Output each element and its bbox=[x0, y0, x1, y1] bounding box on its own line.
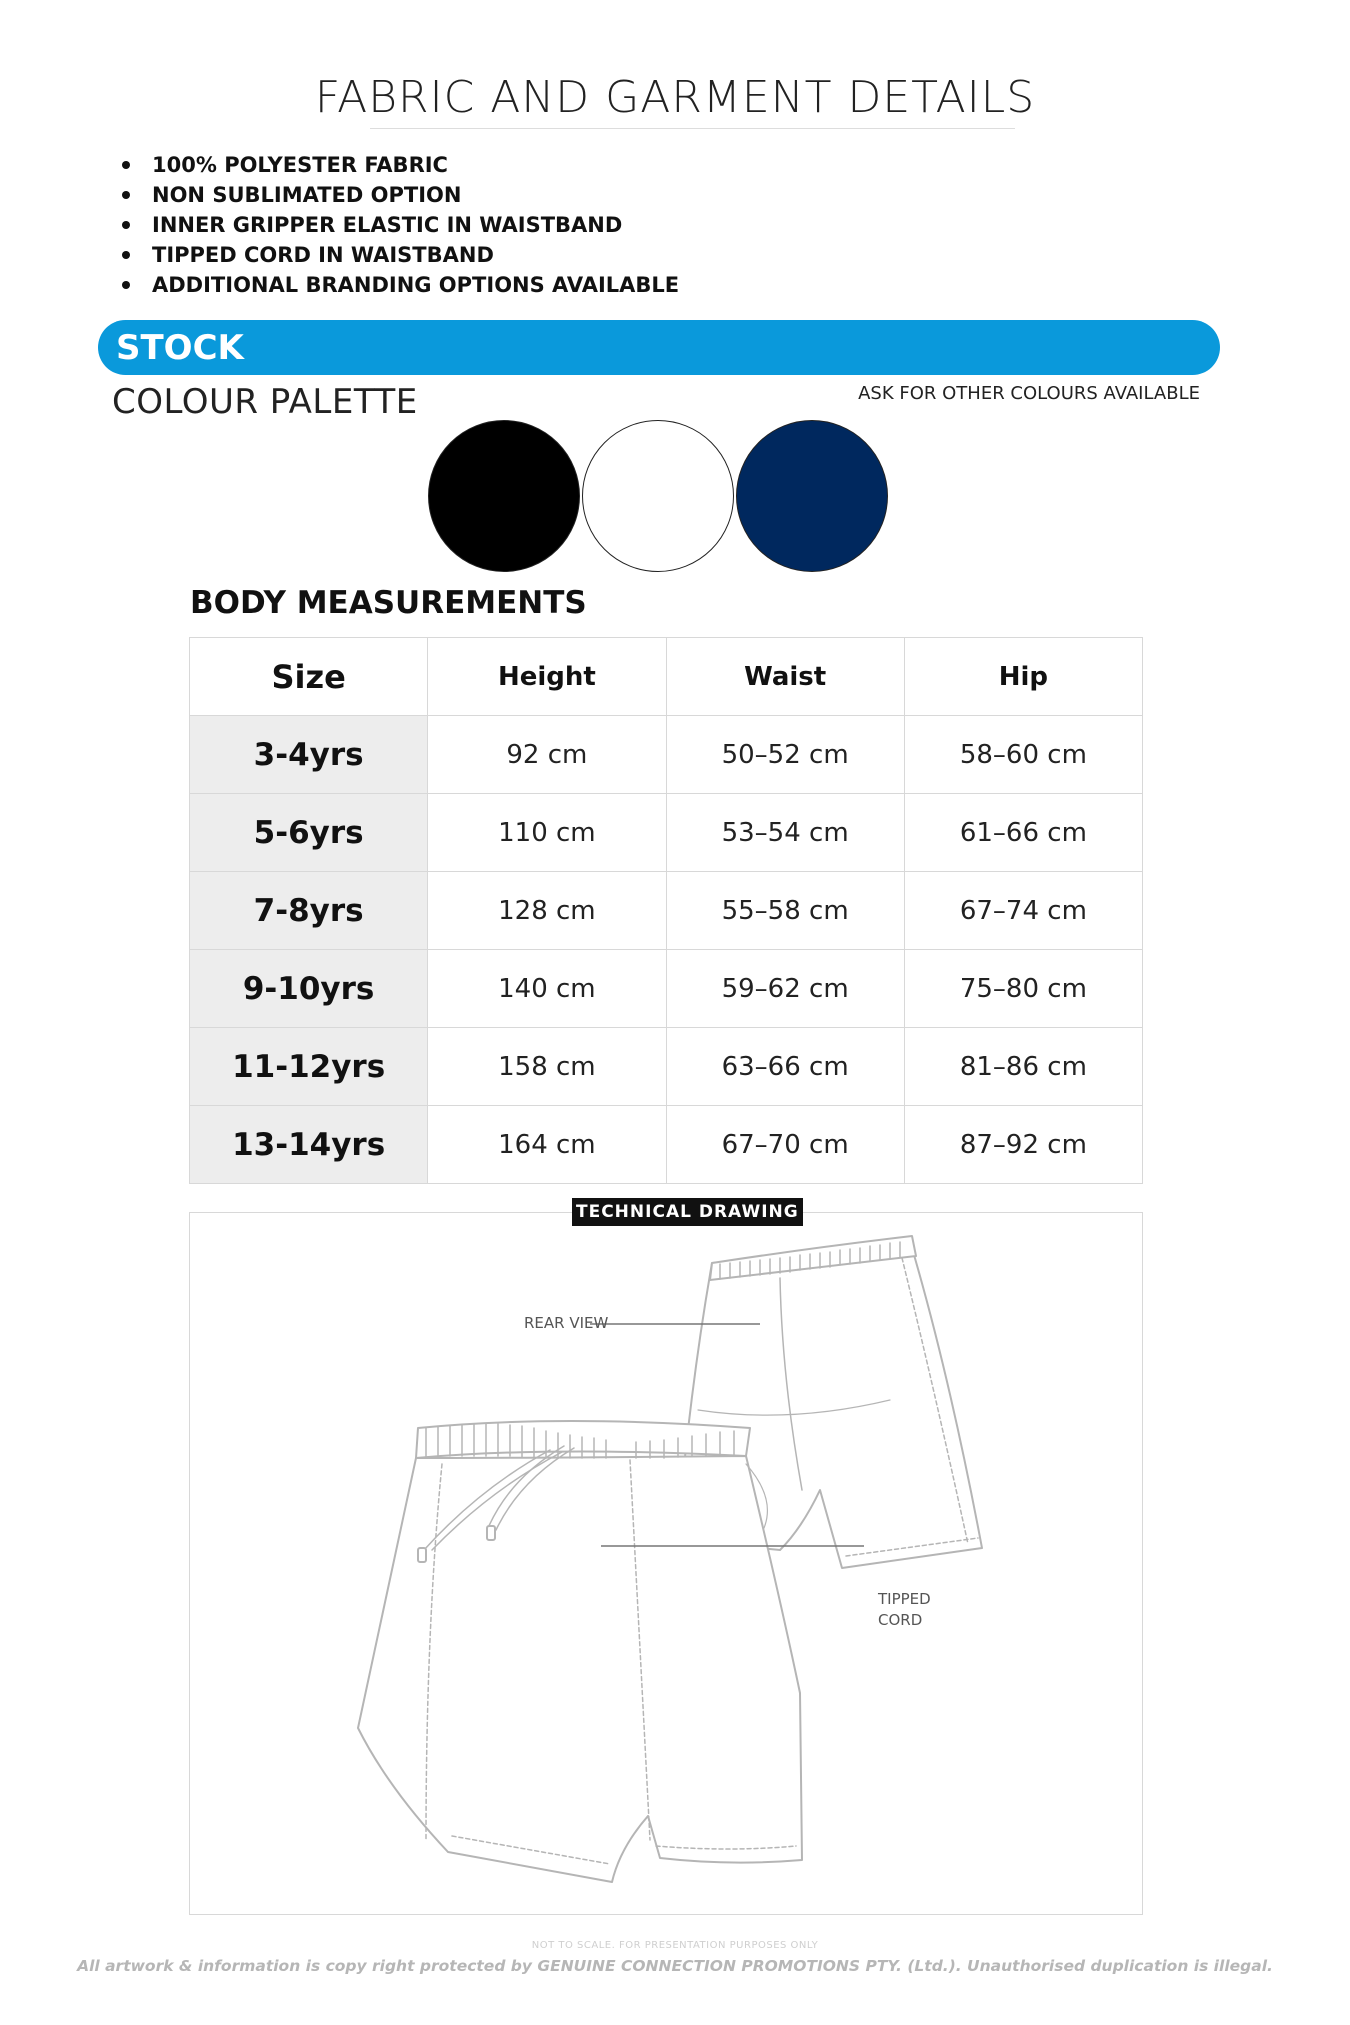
hip-cell: 87–92 cm bbox=[904, 1106, 1142, 1184]
size-cell: 3-4yrs bbox=[190, 716, 428, 794]
hip-cell: 75–80 cm bbox=[904, 950, 1142, 1028]
table-row bbox=[190, 1106, 1143, 1184]
feature-item: INNER GRIPPER ELASTIC IN WAISTBAND bbox=[122, 210, 679, 240]
shorts-technical-drawing bbox=[190, 1228, 1142, 1912]
page-title: FABRIC AND GARMENT DETAILS bbox=[314, 72, 1036, 123]
size-cell: 13-14yrs bbox=[190, 1106, 428, 1184]
feature-item: TIPPED CORD IN WAISTBAND bbox=[122, 240, 679, 270]
header-hip: Hip bbox=[904, 638, 1142, 716]
hip-cell: 61–66 cm bbox=[904, 794, 1142, 872]
drawcord-tip-right bbox=[487, 1526, 495, 1540]
body-measurements-title: BODY MEASUREMENTS bbox=[190, 585, 587, 621]
feature-item: ADDITIONAL BRANDING OPTIONS AVAILABLE bbox=[122, 270, 679, 300]
swatch-navy bbox=[736, 420, 888, 572]
front-shorts-body bbox=[358, 1456, 802, 1882]
swatch-white bbox=[582, 420, 734, 572]
colour-swatches bbox=[428, 420, 888, 572]
drawcord-tip-left bbox=[418, 1548, 426, 1562]
waist-cell: 53–54 cm bbox=[666, 794, 904, 872]
tipped-cord-label-line2: CORD bbox=[878, 1611, 923, 1629]
height-cell: 128 cm bbox=[428, 872, 666, 950]
stock-banner bbox=[98, 320, 1220, 375]
feature-list bbox=[122, 150, 679, 300]
colour-palette-note: ASK FOR OTHER COLOURS AVAILABLE bbox=[858, 383, 1200, 404]
rear-view-label: REAR VIEW bbox=[524, 1314, 609, 1332]
table-row bbox=[190, 794, 1143, 872]
tipped-cord-label-line1: TIPPED bbox=[878, 1590, 931, 1608]
front-shorts-waistband bbox=[416, 1421, 750, 1458]
scale-note: NOT TO SCALE. FOR PRESENTATION PURPOSES ONLY bbox=[531, 1940, 819, 1951]
header-waist: Waist bbox=[666, 638, 904, 716]
height-cell: 158 cm bbox=[428, 1028, 666, 1106]
tipped-cord-label bbox=[878, 1589, 931, 1631]
copyright-note: All artwork & information is copy right protected by GENUINE CONNECTION PROMOTIONS PTY. (Ltd.). Unauthorised duplication is illegal. bbox=[77, 1957, 1273, 1975]
colour-palette-title: COLOUR PALETTE bbox=[112, 382, 418, 422]
waist-cell: 59–62 cm bbox=[666, 950, 904, 1028]
table-header-row bbox=[190, 638, 1143, 716]
height-cell: 110 cm bbox=[428, 794, 666, 872]
size-cell: 5-6yrs bbox=[190, 794, 428, 872]
waist-cell: 55–58 cm bbox=[666, 872, 904, 950]
table-row bbox=[190, 950, 1143, 1028]
size-cell: 9-10yrs bbox=[190, 950, 428, 1028]
technical-drawing-label: TECHNICAL DRAWING bbox=[572, 1198, 803, 1226]
height-cell: 140 cm bbox=[428, 950, 666, 1028]
feature-item: 100% POLYESTER FABRIC bbox=[122, 150, 679, 180]
feature-item: NON SUBLIMATED OPTION bbox=[122, 180, 679, 210]
waist-cell: 63–66 cm bbox=[666, 1028, 904, 1106]
hip-cell: 67–74 cm bbox=[904, 872, 1142, 950]
header-size: Size bbox=[190, 638, 428, 716]
waist-cell: 50–52 cm bbox=[666, 716, 904, 794]
height-cell: 92 cm bbox=[428, 716, 666, 794]
height-cell: 164 cm bbox=[428, 1106, 666, 1184]
hip-cell: 81–86 cm bbox=[904, 1028, 1142, 1106]
body-measurements-table bbox=[189, 637, 1143, 1184]
title-underline bbox=[370, 128, 1015, 129]
table-row bbox=[190, 872, 1143, 950]
table-row bbox=[190, 716, 1143, 794]
swatch-black bbox=[428, 420, 580, 572]
stock-label: STOCK bbox=[116, 328, 244, 368]
header-height: Height bbox=[428, 638, 666, 716]
waist-cell: 67–70 cm bbox=[666, 1106, 904, 1184]
table-row bbox=[190, 1028, 1143, 1106]
size-cell: 7-8yrs bbox=[190, 872, 428, 950]
size-cell: 11-12yrs bbox=[190, 1028, 428, 1106]
hip-cell: 58–60 cm bbox=[904, 716, 1142, 794]
